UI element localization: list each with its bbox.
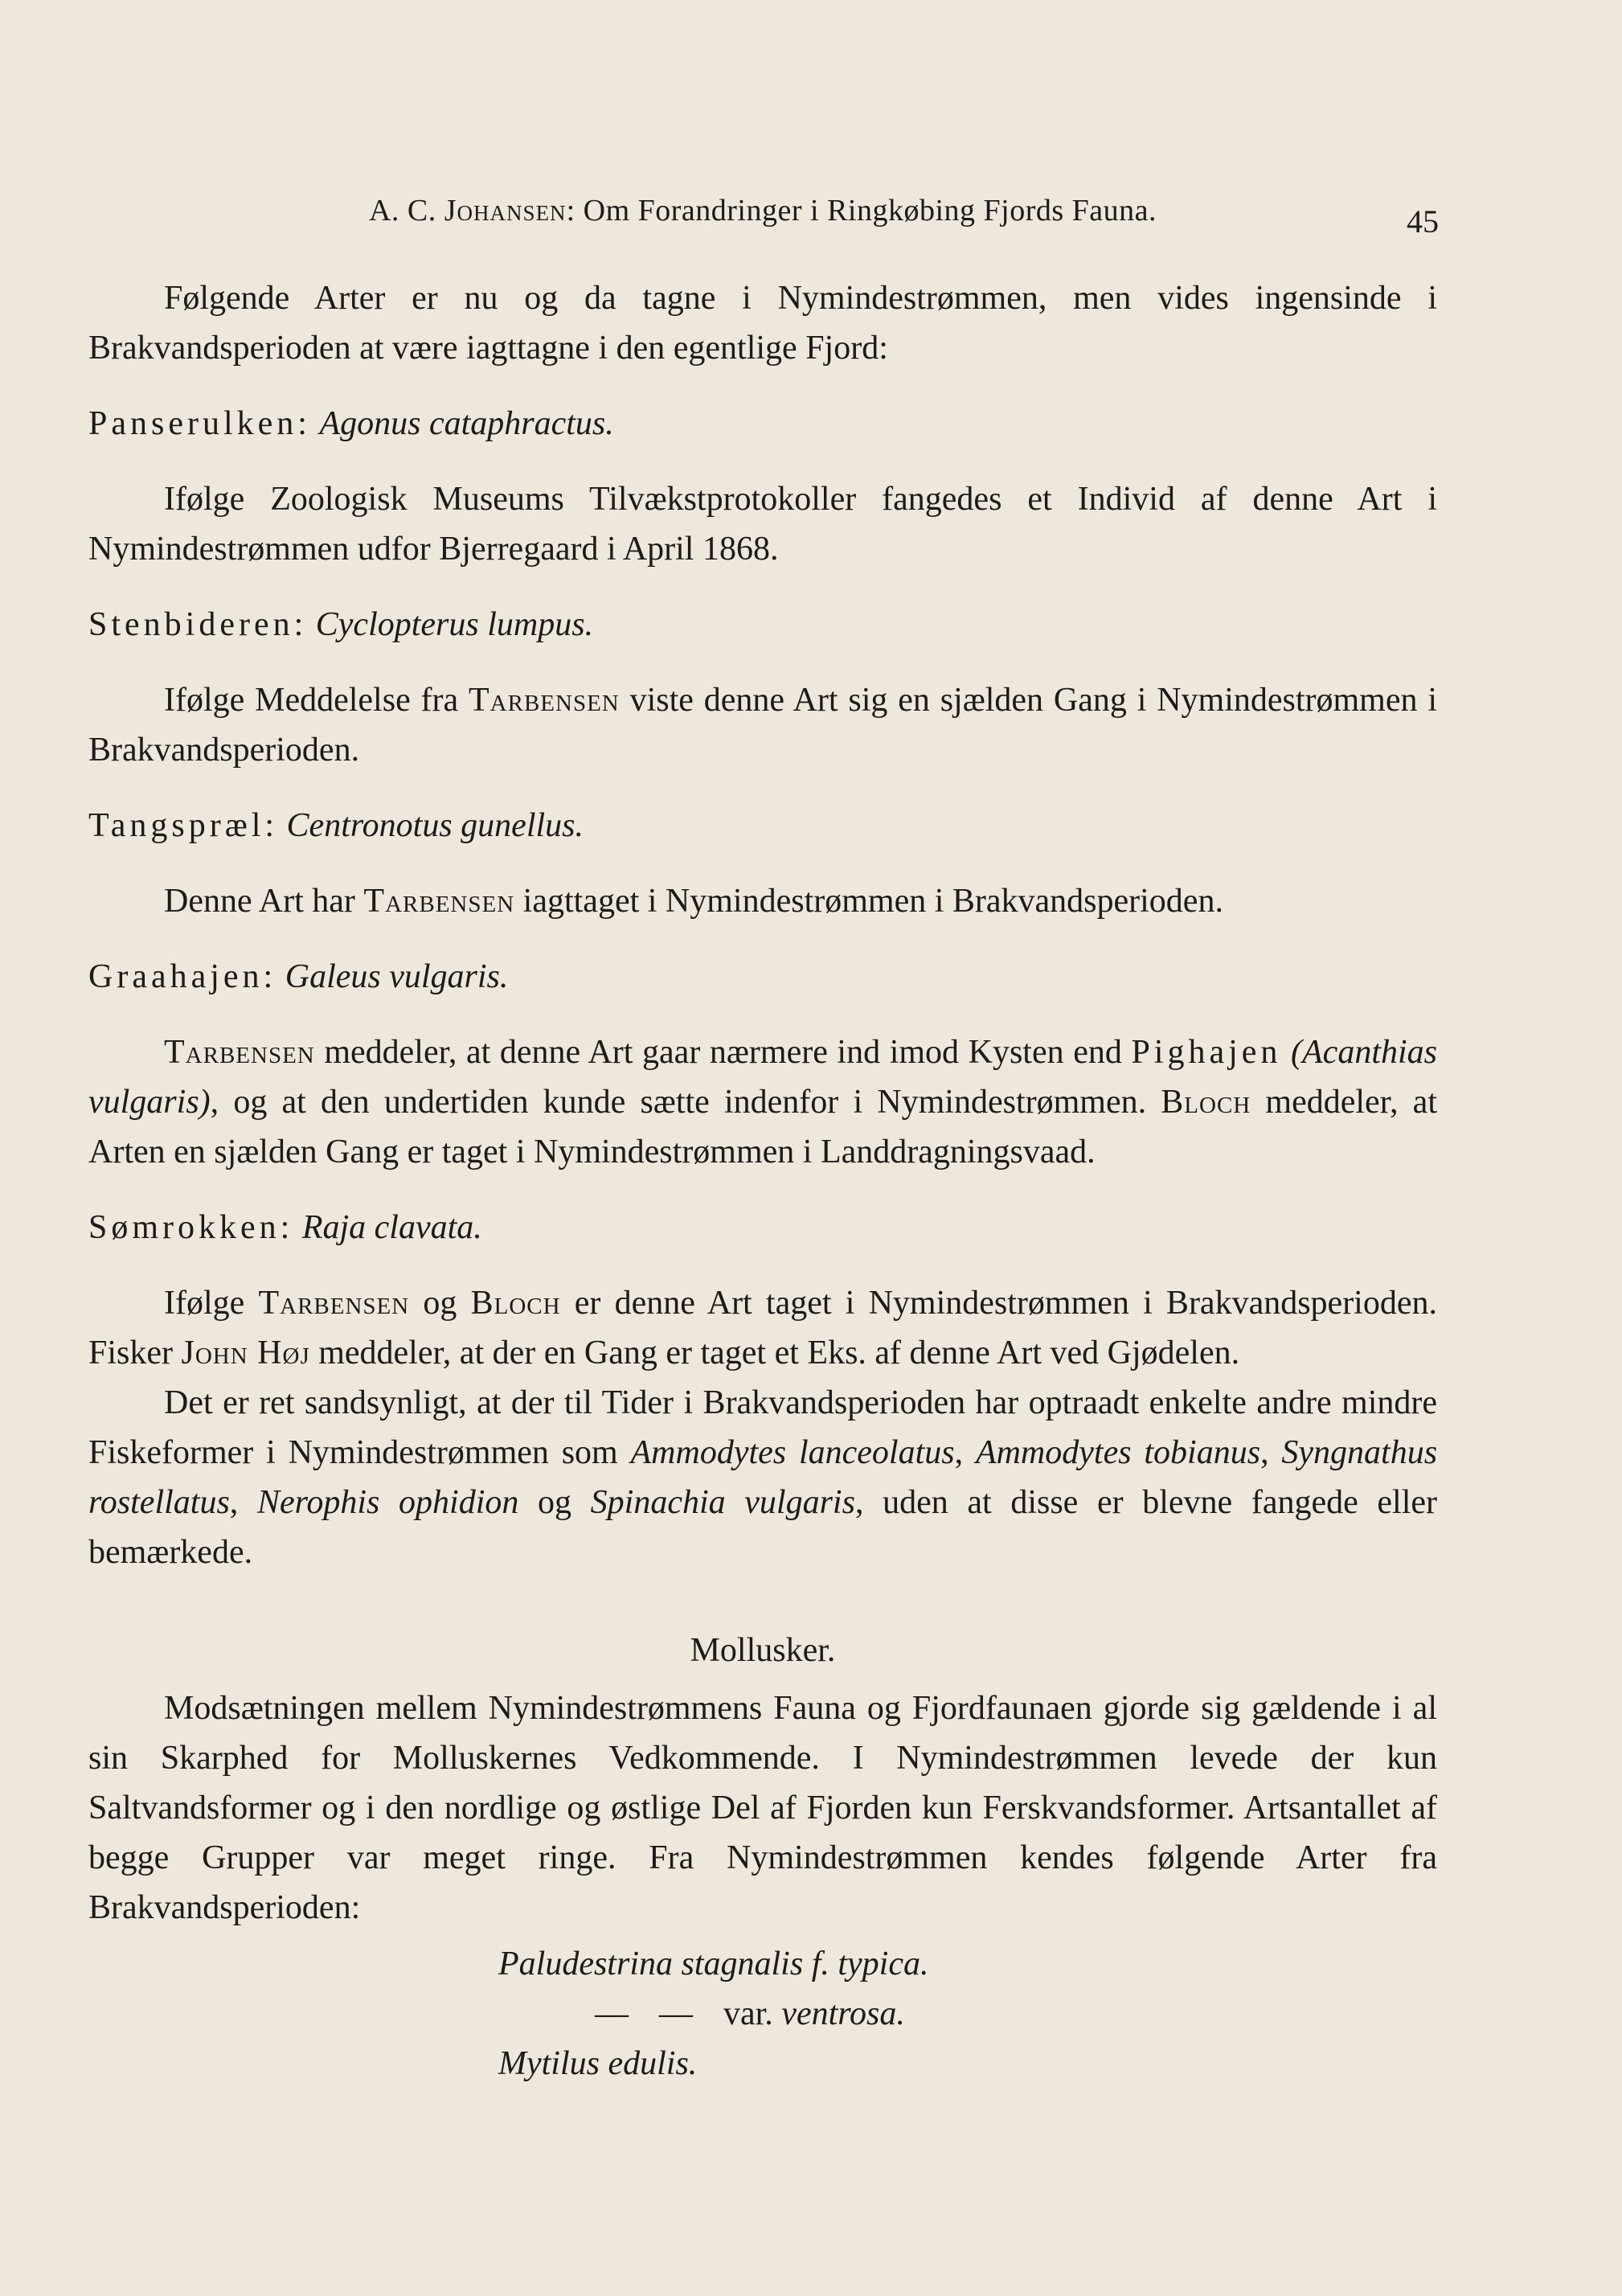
species-heading <box>88 801 1437 851</box>
species-latin-name: Centronotus gunellus. <box>286 807 584 844</box>
variety-label: var. <box>723 1995 773 2032</box>
text-run: Denne Art har <box>164 883 364 920</box>
text-run: meddeler, at der en Gang er taget et Eks. af denne Art ved Gjødelen. <box>309 1335 1240 1371</box>
species-latin-name: ventrosa. <box>781 1995 905 2032</box>
person-name: Bloch <box>470 1285 561 1322</box>
species-latin-name: Nerophis ophidion <box>256 1484 519 1521</box>
species-common-name: Panserulken: <box>88 405 311 442</box>
text-run: og <box>518 1484 591 1521</box>
mollusk-paragraph: Modsætningen mellem Nymindestrømmens Fauna og Fjordfaunaen gjorde sig gældende i al sin Skarphed for Molluskernes Vedkommende. I Nymindestrømmen levede der kun Saltvandsformer og i den nordlige og østlige Del af Fjorden kun Ferskvandsformer. Artsantallet af begge Grupper var meget ringe. Fra Nymindestrømmen kendes følgende Arter fra Brakvandsperioden: <box>88 1690 1437 1926</box>
list-item <box>88 1989 1437 2039</box>
text-run: Ifølge Meddelelse fra <box>164 682 469 719</box>
text-run: meddeler, at denne Art gaar nærmere ind imod Kysten end <box>314 1034 1132 1071</box>
text-run: , <box>229 1484 257 1521</box>
species-common-name: Graahajen: <box>88 958 277 995</box>
intro-paragraph: Følgende Arter er nu og da tagne i Nymindestrømmen, men vides ingensinde i Brakvandsperioden at være iagttagne i den egentlige Fjord: <box>88 280 1437 367</box>
species-latin-name: Ammodytes lanceolatus <box>630 1434 955 1471</box>
species-latin-name: Paludestrina stagnalis f. typica. <box>498 1945 929 1982</box>
species-latin-name: Syngnathus rostellatus <box>88 1434 1438 1521</box>
species-latin-name: Ammodytes tobianus <box>975 1434 1261 1471</box>
species-latin-name: Galeus vulgaris. <box>285 958 509 995</box>
person-name: Tarbensen <box>469 682 620 719</box>
species-latin-name: Raja clavata. <box>301 1209 482 1246</box>
person-name: Tarbensen <box>363 883 515 920</box>
ditto-dash: — <box>595 1995 629 2032</box>
species-latin-name: Agonus cataphractus. <box>319 405 614 442</box>
page-number: 45 <box>1407 203 1439 240</box>
person-name: John Høj <box>181 1335 310 1371</box>
author-initials: A. C. <box>368 194 436 228</box>
species-common-name: Sømrokken: <box>88 1209 294 1246</box>
species-latin-name: Spinachia vulgaris <box>590 1484 855 1521</box>
text-run: er denne Art taget i Nymindestrømmen i Brakvandsperioden. Fisker <box>88 1285 1437 1371</box>
running-title: : Om Forandringer i Ringkøbing Fjords Fauna. <box>566 194 1157 228</box>
person-name: Bloch <box>1161 1084 1251 1121</box>
species-heading <box>88 399 1437 449</box>
page-body <box>88 273 1437 2089</box>
text-run: viste denne Art sig en sjælden Gang i Nymindestrømmen i Brakvandsperioden. <box>88 682 1437 769</box>
text-run: , <box>954 1434 976 1471</box>
species-common-name: Tangspræl: <box>88 807 279 844</box>
species-paragraph <box>88 1027 1437 1177</box>
text-run: Ifølge <box>164 1285 259 1322</box>
species-heading <box>88 600 1437 650</box>
mollusk-list <box>88 1939 1437 2089</box>
text-run: meddeler, at Arten en sjælden Gang er taget i Nymindestrømmen i Landdragningsvaad. <box>88 1084 1437 1171</box>
species-common-name: Stenbideren: <box>88 606 308 643</box>
species-common-name: Pighajen <box>1131 1034 1282 1071</box>
species-latin-name: Cyclopterus lumpus. <box>315 606 594 643</box>
species-paragraph <box>88 1278 1437 1378</box>
text-run: , uden at disse er blevne fangede eller bemærkede. <box>88 1484 1437 1571</box>
text-run: Det er ret sandsynligt, at der til Tider i Brakvandsperioden har optraadt enkelte andre mindre Fiskeformer i Nymindestrømmen som <box>88 1384 1437 1471</box>
text-run: iagttaget i Nymindestrømmen i Brakvandsperioden. <box>514 883 1223 920</box>
text-run: og <box>409 1285 471 1322</box>
species-paragraph <box>88 876 1437 926</box>
text-run: , og at den undertiden kunde sætte indenfor i Nymindestrømmen. <box>210 1084 1161 1121</box>
species-heading <box>88 1203 1437 1253</box>
species-paragraph: Ifølge Zoologisk Museums Tilvækstprotokoller fangedes et Individ af denne Art i Nymindestrømmen udfor Bjerregaard i April 1868. <box>88 481 1437 568</box>
closing-paragraph <box>88 1378 1437 1577</box>
person-name: Tarbensen <box>258 1285 410 1322</box>
text-run: , <box>1260 1434 1282 1471</box>
author-name: Johansen <box>444 194 567 228</box>
species-latin-name: Mytilus edulis. <box>498 2045 698 2082</box>
species-paragraph <box>88 675 1437 775</box>
running-head <box>88 193 1437 228</box>
list-item <box>88 1939 1437 1989</box>
person-name: Tarbensen <box>164 1034 315 1071</box>
ditto-dash: — <box>659 1995 693 2032</box>
section-heading: Mollusker. <box>690 1632 836 1669</box>
species-heading <box>88 952 1437 1002</box>
species-latin-name: (Acanthias vulgaris) <box>88 1034 1437 1121</box>
list-item <box>88 2039 1437 2089</box>
